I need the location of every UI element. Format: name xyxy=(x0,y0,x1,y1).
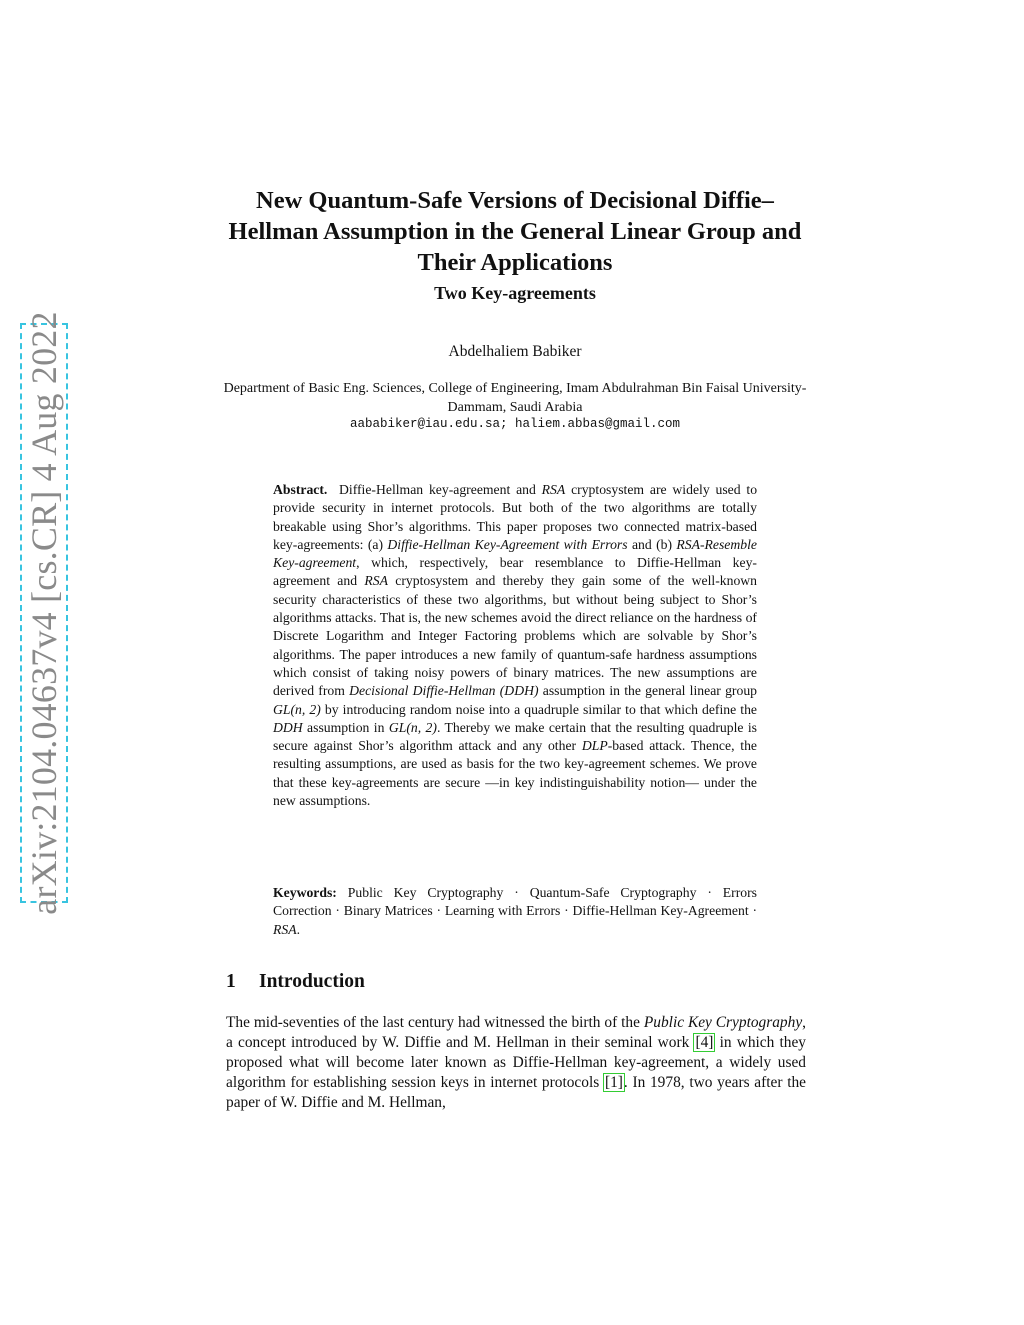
citation-link[interactable]: [1] xyxy=(604,1074,623,1091)
abstract-text: cryptosystem are widely used to provide security in internet protocols. But both of the two algorithms are totally breakable using Shor’s algorithms. This paper proposes two connected matrix-based key-agreements: (a) xyxy=(273,482,758,552)
paper-subtitle: Two Key-agreements xyxy=(434,283,596,303)
section-number: 1 xyxy=(226,971,236,992)
keywords xyxy=(273,884,757,939)
abstract-text: and (b) xyxy=(631,536,673,552)
author-affiliation: Department of Basic Eng. Sciences, College of Engineering, Imam Abdulrahman Bin Faisal University- Dammam, Saudi Arabia xyxy=(223,381,807,415)
section-title: Introduction xyxy=(259,971,365,992)
abstract-math-gl: GL(n, 2) xyxy=(273,701,321,717)
abstract-ddh: DDH xyxy=(273,719,303,735)
keywords-text: Public Key Cryptography · Quantum-Safe Cryptography · Errors Correction · Binary Matrices · Learning with Errors · Diffie-Hellman Key-Agreement · xyxy=(273,885,757,919)
abstract-dlp: DLP xyxy=(581,738,608,754)
citation-link[interactable]: [4] xyxy=(695,1034,714,1051)
abstract-text: assumption in the general linear group xyxy=(542,683,758,699)
abstract-rsa: RSA xyxy=(364,573,388,589)
abstract-text: , which, respectively, bear resemblance to Diffie-Hellman key-agreement and xyxy=(273,555,757,589)
abstract-math-gl: GL(n, 2) xyxy=(388,719,437,735)
arxiv-identifier-text: arXiv:2104.04637v4 [cs.CR] 4 Aug 2022 xyxy=(24,311,64,915)
abstract-scheme-b: RSA-Resemble Key-agreement xyxy=(273,536,757,571)
abstract xyxy=(273,481,757,810)
intro-pkc: Public Key Cryptography xyxy=(643,1014,803,1031)
intro-text: . In 1978, two years after the paper of W. Diffie and M. Hellman, xyxy=(226,1074,806,1111)
abstract-text: . Thereby we make certain that the resulting quadruple is secure against Shor’s algorithm attack and any other xyxy=(273,719,757,754)
abstract-text: by introducing random noise into a quadruple similar to that which define the xyxy=(324,701,758,717)
keywords-label: Keywords: xyxy=(273,885,337,900)
abstract-rsa: RSA xyxy=(541,482,566,497)
abstract-scheme-a: Diffie-Hellman Key-Agreement with Errors xyxy=(387,536,628,552)
abstract-text: -based attack. Thence, the resulting assumptions, are used as basis for the two key-agreement schemes. We prove that these key-agreements are secure —in key indistinguishability notion— under the new assumptions. xyxy=(273,738,757,809)
arxiv-identifier-stamp[interactable] xyxy=(20,311,68,915)
section-heading xyxy=(226,971,365,993)
author-name: Abdelhaliem Babiker xyxy=(448,343,582,360)
intro-paragraph xyxy=(226,1013,806,1113)
intro-text: The mid-seventies of the last century had witnessed the birth of the xyxy=(226,1014,640,1031)
abstract-ddh: Decisional Diffie-Hellman (DDH) xyxy=(349,683,539,699)
paper-title: New Quantum-Safe Versions of Decisional Diffie–Hellman Assumption in the General Linear Group and Their Applications xyxy=(228,187,802,276)
abstract-text: assumption in xyxy=(307,719,385,735)
abstract-text: cryptosystem and thereby they gain some of the well-known security characteristics of these two algorithms, but without being subject to Shor’s algorithms attacks. That is, the new schemes avoid the direct reliance on the hardness of Discrete Logarithm and Integer Factoring problems which are solvable by Shor’s algorithms. The paper introduces a new family of quantum-safe hardness assumptions which consist of taking noisy powers of binary matrices. The new assumptions are derived from xyxy=(273,573,758,699)
author-emails[interactable]: aababiker@iau.edu.sa; haliem.abbas@gmail.com xyxy=(349,417,681,431)
intro-text: in which they proposed what will become later known as Diffie-Hellman key-agreement, a widely used algorithm for establishing session keys in internet protocols xyxy=(226,1034,806,1091)
abstract-text: Diffie-Hellman key-agreement and xyxy=(339,482,536,497)
abstract-label: Abstract. xyxy=(273,482,328,497)
intro-text: , a concept introduced by W. Diffie and M. Hellman in their seminal work xyxy=(226,1014,807,1051)
keywords-end: . xyxy=(296,921,300,937)
keywords-rsa: RSA xyxy=(273,921,297,937)
